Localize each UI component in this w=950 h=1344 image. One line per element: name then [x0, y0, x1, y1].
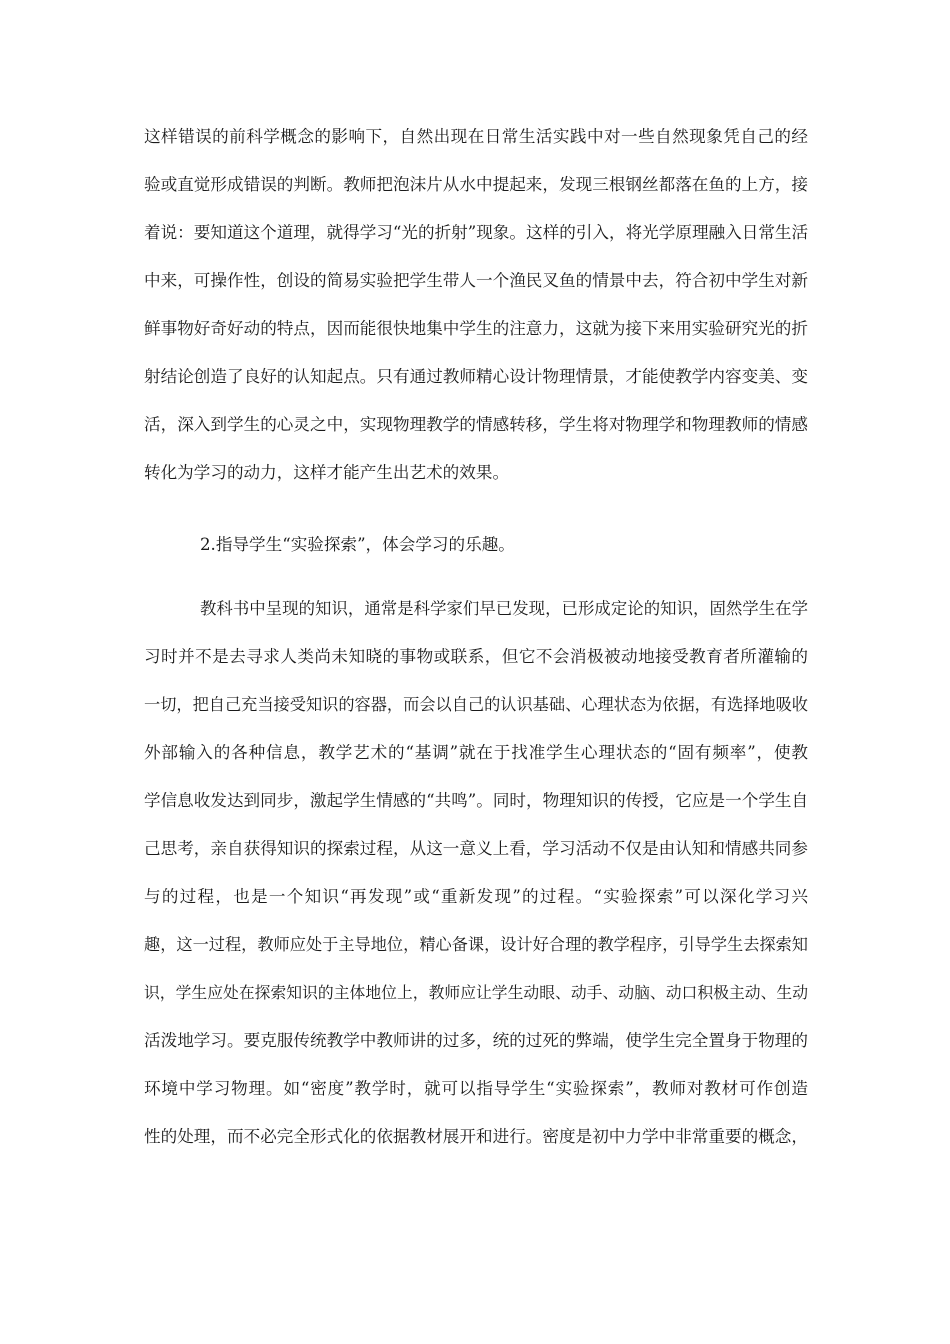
- paragraph-1-line: 这样错误的前科学概念的影响下，自然出现在日常生活实践中对一些自然现象凭自己的经: [144, 127, 808, 146]
- paragraph-2-line: 外部输入的各种信息，教学艺术的“基调”就在于找准学生心理状态的“固有频率”，使教: [144, 743, 808, 762]
- section-heading: 2.指导学生“实验探索”，体会学习的乐趣。: [200, 535, 515, 554]
- paragraph-1-line: 转化为学习的动力，这样才能产生出艺术的效果。: [144, 463, 510, 482]
- paragraph-2-line: 己思考，亲自获得知识的探索过程，从这一意义上看，学习活动不仅是由认知和情感共同参: [144, 839, 808, 858]
- paragraph-1-line: 验或直觉形成错误的判断。教师把泡沫片从水中提起来，发现三根钢丝都落在鱼的上方，接: [144, 175, 808, 194]
- paragraph-2-line: 趣，这一过程，教师应处于主导地位，精心备课，设计好合理的教学程序，引导学生去探索知: [144, 935, 808, 954]
- paragraph-2-line: 习时并不是去寻求人类尚未知晓的事物或联系，但它不会消极被动地接受教育者所灌输的: [144, 647, 808, 666]
- paragraph-2-line: 识，学生应处在探索知识的主体地位上，教师应让学生动眼、动手、动脑、动口积极主动、生动: [144, 983, 808, 1002]
- paragraph-1-line: 着说：要知道这个道理，就得学习“光的折射”现象。这样的引入，将光学原理融入日常生活: [144, 223, 808, 242]
- paragraph-2-line: 学信息收发达到同步，激起学生情感的“共鸣”。同时，物理知识的传授，它应是一个学生自: [144, 791, 808, 810]
- paragraph-1-line: 鲜事物好奇好动的特点，因而能很快地集中学生的注意力，这就为接下来用实验研究光的折: [144, 319, 808, 338]
- paragraph-2-line: 一切，把自己充当接受知识的容器，而会以自己的认识基础、心理状态为依据，有选择地吸收: [144, 695, 808, 714]
- paragraph-1-line: 射结论创造了良好的认知起点。只有通过教师精心设计物理情景，才能使教学内容变美、变: [144, 367, 808, 386]
- paragraph-2-line: 教科书中呈现的知识，通常是科学家们早已发现，已形成定论的知识，固然学生在学: [200, 599, 808, 618]
- paragraph-2-line: 性的处理，而不必完全形式化的依据教材展开和进行。密度是初中力学中非常重要的概念，: [144, 1127, 808, 1146]
- paragraph-2-line: 活泼地学习。要克服传统教学中教师讲的过多，统的过死的弊端，使学生完全置身于物理的: [144, 1031, 808, 1050]
- paragraph-2-line: 与的过程，也是一个知识“再发现”或“重新发现”的过程。“实验探索”可以深化学习兴: [144, 887, 808, 906]
- paragraph-1-line: 活，深入到学生的心灵之中，实现物理教学的情感转移，学生将对物理学和物理教师的情感: [144, 415, 808, 434]
- paragraph-2-line: 环境中学习物理。如“密度”教学时，就可以指导学生“实验探索”，教师对教材可作创造: [144, 1079, 808, 1098]
- paragraph-1-line: 中来，可操作性，创设的简易实验把学生带人一个渔民叉鱼的情景中去，符合初中学生对新: [144, 271, 808, 290]
